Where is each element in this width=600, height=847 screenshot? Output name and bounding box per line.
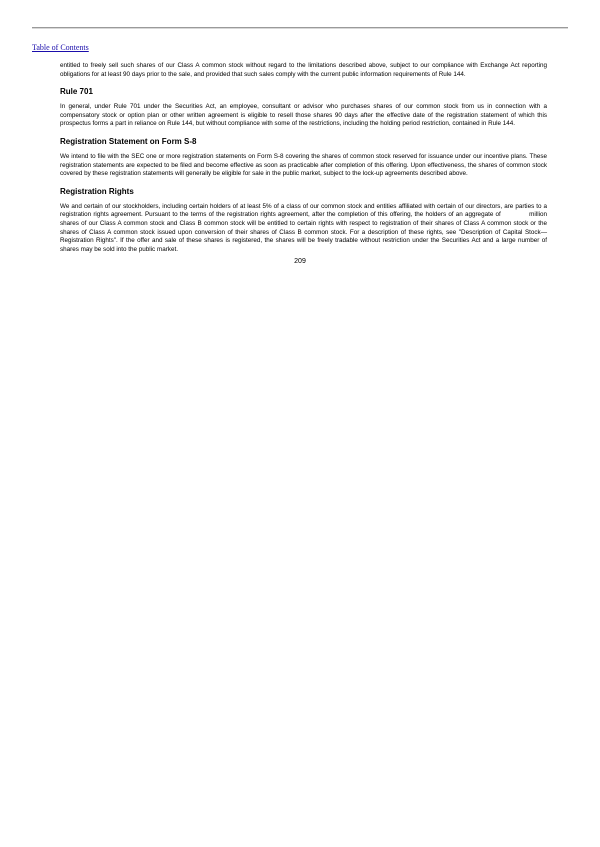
heading-registration-rights: Registration Rights	[60, 186, 134, 196]
paragraph-rule-144-continuation: entitled to freely sell such shares of our Class A common stock without regard to the limitations described above, subject to our compliance with Exchange Act reporting obligations for at least 90 days prior to the sale, and provided that such sales comply with the current public information requirements of Rule 144.	[60, 62, 547, 78]
paragraph-rule-701: In general, under Rule 701 under the Securities Act, an employee, consultant or advisor who purchases shares of our common stock from us in connection with a compensatory stock or option plan or other written agreement is eligible to resell those shares 90 days after the effective date of the registration statement of which this prospectus forms a part in reliance on Rule 144, but without compliance with some of the restrictions, including the holding period restriction, contained in Rule 144.	[60, 103, 547, 128]
table-of-contents-link[interactable]: Table of Contents	[32, 43, 89, 52]
heading-registration-statement-s8: Registration Statement on Form S-8	[60, 136, 197, 146]
page-number: 209	[294, 258, 306, 265]
heading-rule-701: Rule 701	[60, 87, 93, 97]
paragraph-registration-rights: We and certain of our stockholders, including certain holders of at least 5% of a class of our common stock and entities affiliated with certain of our directors, are parties to a registration rights agreement. Pursuant to the terms of the registration rights agreement, after the completion of this offering, the holders of an aggregate of million shares of our Class A common stock and Class B common stock will be entitled to certain rights with respect to registration of their shares of Class A common stock or the shares of Class A common stock issued upon conversion of their shares of Class B common stock. For a description of these rights, see "Description of Capital Stock—Registration Rights". If the offer and sale of these shares is registered, the shares will be freely tradable without restriction under the Securities Act and a large number of shares may be sold into the public market.	[60, 202, 549, 253]
document-body	[60, 62, 547, 262]
paragraph-registration-statement-s8: We intend to file with the SEC one or more registration statements on Form S-8 covering the shares of common stock reserved for issuance under our incentive plans. These registration statements are expected to be filed and become effective as soon as practicable after completion of this offering. Upon effectiveness, the shares of common stock covered by these registration statements will generally be eligible for sale in the public market, subject to the lock-up agreements described above.	[60, 152, 547, 178]
header-rule	[32, 27, 568, 28]
